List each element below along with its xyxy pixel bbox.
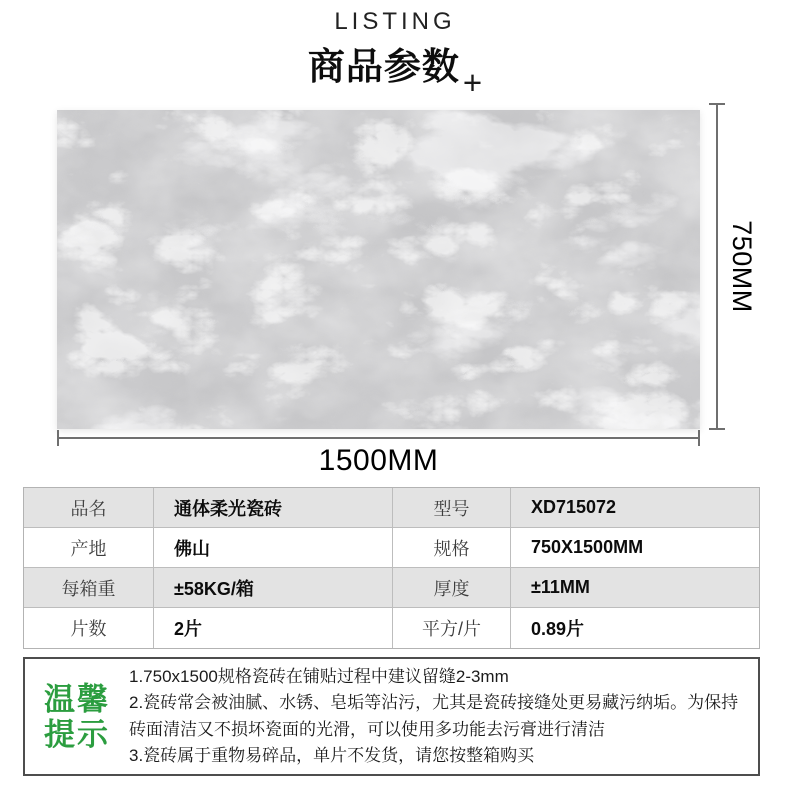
spec-value-product-name: 通体柔光瓷砖 (154, 488, 393, 528)
spec-label-product-name: 品名 (24, 488, 154, 528)
height-dimension-label: 750MM (726, 220, 757, 313)
spec-value-box-weight: ±58KG/箱 (154, 568, 393, 608)
listing-caption: LISTING (334, 8, 456, 35)
tip-line-1: 1.750x1500规格瓷砖在铺贴过程中建议留缝2-3mm (129, 666, 509, 686)
tip-line-3: 3.瓷砖属于重物易碎品，单片不发货，请您按整箱购买 (129, 746, 535, 765)
spec-value-model: XD715072 (511, 488, 759, 528)
tile-marble-image (57, 110, 700, 429)
spec-value-piece-count: 2片 (154, 608, 393, 648)
warm-tips-box (23, 657, 760, 776)
warm-tips-heading-line1: 温馨 (44, 681, 110, 717)
spec-label-size: 规格 (393, 528, 511, 568)
page-title-text: 商品参数 (307, 46, 460, 87)
spec-value-thickness: ±11MM (511, 568, 759, 608)
page-title (0, 36, 790, 101)
width-dimension-label: 1500MM (318, 444, 439, 477)
spec-label-box-weight: 每箱重 (24, 568, 154, 608)
spec-label-sqm-per-piece: 平方/片 (393, 608, 511, 648)
tip-line-2: 2.瓷砖常会被油腻、水锈、皂垢等沾污，尤其是瓷砖接缝处更易藏污纳垢。为保持砖面清洁又不损坏瓷面的光滑，可以使用多功能去污膏进行清洁 (129, 693, 739, 739)
spec-label-thickness: 厚度 (393, 568, 511, 608)
warm-tips-heading (25, 682, 129, 752)
spec-value-size: 750X1500MM (511, 528, 759, 568)
spec-table (23, 487, 760, 649)
spec-label-model: 型号 (393, 488, 511, 528)
warm-tips-heading-line2: 提示 (44, 716, 110, 752)
warm-tips-text (129, 664, 758, 770)
spec-value-origin: 佛山 (154, 528, 393, 568)
width-dimension-line (57, 437, 700, 439)
spec-label-origin: 产地 (24, 528, 154, 568)
plus-decoration: + (462, 64, 483, 101)
spec-value-sqm-per-piece: 0.89片 (511, 608, 759, 648)
spec-label-piece-count: 片数 (24, 608, 154, 648)
